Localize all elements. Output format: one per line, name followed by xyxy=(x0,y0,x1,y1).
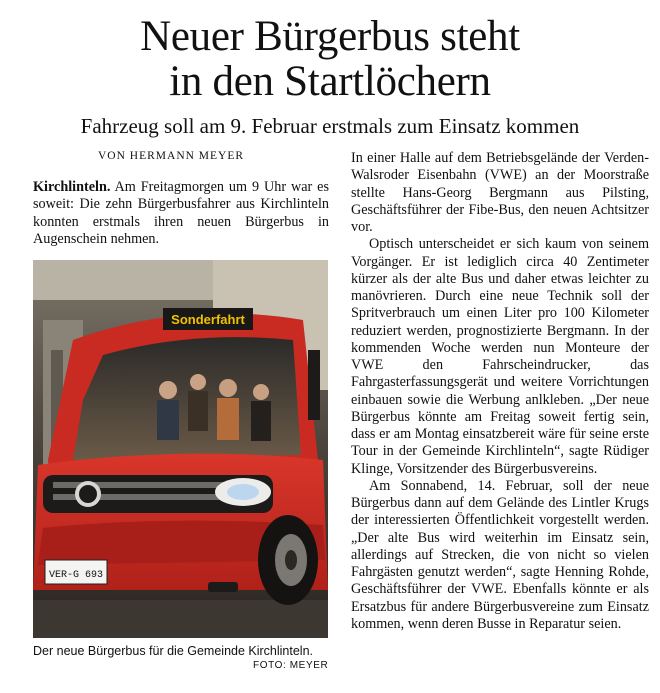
column-right xyxy=(351,150,649,633)
lead-place: Kirchlinteln. xyxy=(33,179,111,195)
destination-sign: Sonderfahrt xyxy=(171,312,245,327)
lead-text: Am Freitagmorgen um 9 Uhr war es soweit: Die zehn Bürgerbusfahrer aus Kirchlinteln konnten erstmals ihren neuen Bürgerbus in Augenschein nehmen. xyxy=(33,179,329,247)
article-subheadline: Fahrzeug soll am 9. Februar erstmals zum Einsatz kommen xyxy=(80,114,580,138)
lead-paragraph xyxy=(33,179,329,248)
paragraph-1: In einer Halle auf dem Betriebsgelände der Verden-Walsroder Eisenbahn (VWE) an der Moorstraße stellte Hans-Georg Bergmann aus Pilsting, Geschäftsführer der Fibe-Bus, den neuen Achtsitzer vor. xyxy=(351,150,649,235)
column-left xyxy=(33,179,329,248)
photo-credit: FOTO: MEYER xyxy=(253,660,329,671)
headline-line-1: Neuer Bürgerbus steht xyxy=(140,13,520,60)
paragraph-2: Optisch unterscheidet er sich kaum von seinem Vorgänger. Er ist lediglich circa 40 Zentimeter kürzer als der alte Bus und daher etwas leichter zu manövrieren. Durch eine neue Technik soll der Spritverbrauch um einen Liter pro 100 Kilometer reduziert werden, prognostizierte Bergmann. In der kommenden Woche werden nun Monteure der VWE den Fahrscheindrucker, das Fahrgasterfassungsgerät und weitere Vorrichtungen einbauen sowie die Werbung anlkleben. „Der neue Bürgerbus könnte am Freitag soweit fertig sein, dass er am Montag einsatzbereit wäre für seine erste Tour in der Gemeinde Kirchlinteln“, sagte Rüdiger Klinge, Vorsitzender des Bürgerbusvereins. xyxy=(351,236,649,477)
paragraph-3: Am Sonnabend, 14. Februar, soll der neue Bürgerbus dann auf dem Gelände des Lintler Krugs der interessierten Öffentlichkeit vorgestellt werden. „Der alte Bus wird weiterhin im Einsatz sein, allerdings auf Strecken, die von nicht so vielen Fahrgästen genutzt werden“, sagte Henning Rohde, Geschäftsführer der VWE. Ebenfalls könnte er als Ersatzbus für andere Bürgerbusvereine zum Einsatz kommen, wenn deren Busse in Reparatur seien. xyxy=(351,477,649,632)
license-plate: VER-G 693 xyxy=(48,570,104,581)
article-headline xyxy=(0,14,660,104)
article-byline: VON HERMANN MEYER xyxy=(98,150,245,162)
bus-illustration xyxy=(33,260,328,638)
photo-caption: Der neue Bürgerbus für die Gemeinde Kirchlinteln. xyxy=(33,644,314,658)
bus-photo xyxy=(33,260,328,638)
headline-line-2: in den Startlöchern xyxy=(169,58,491,105)
